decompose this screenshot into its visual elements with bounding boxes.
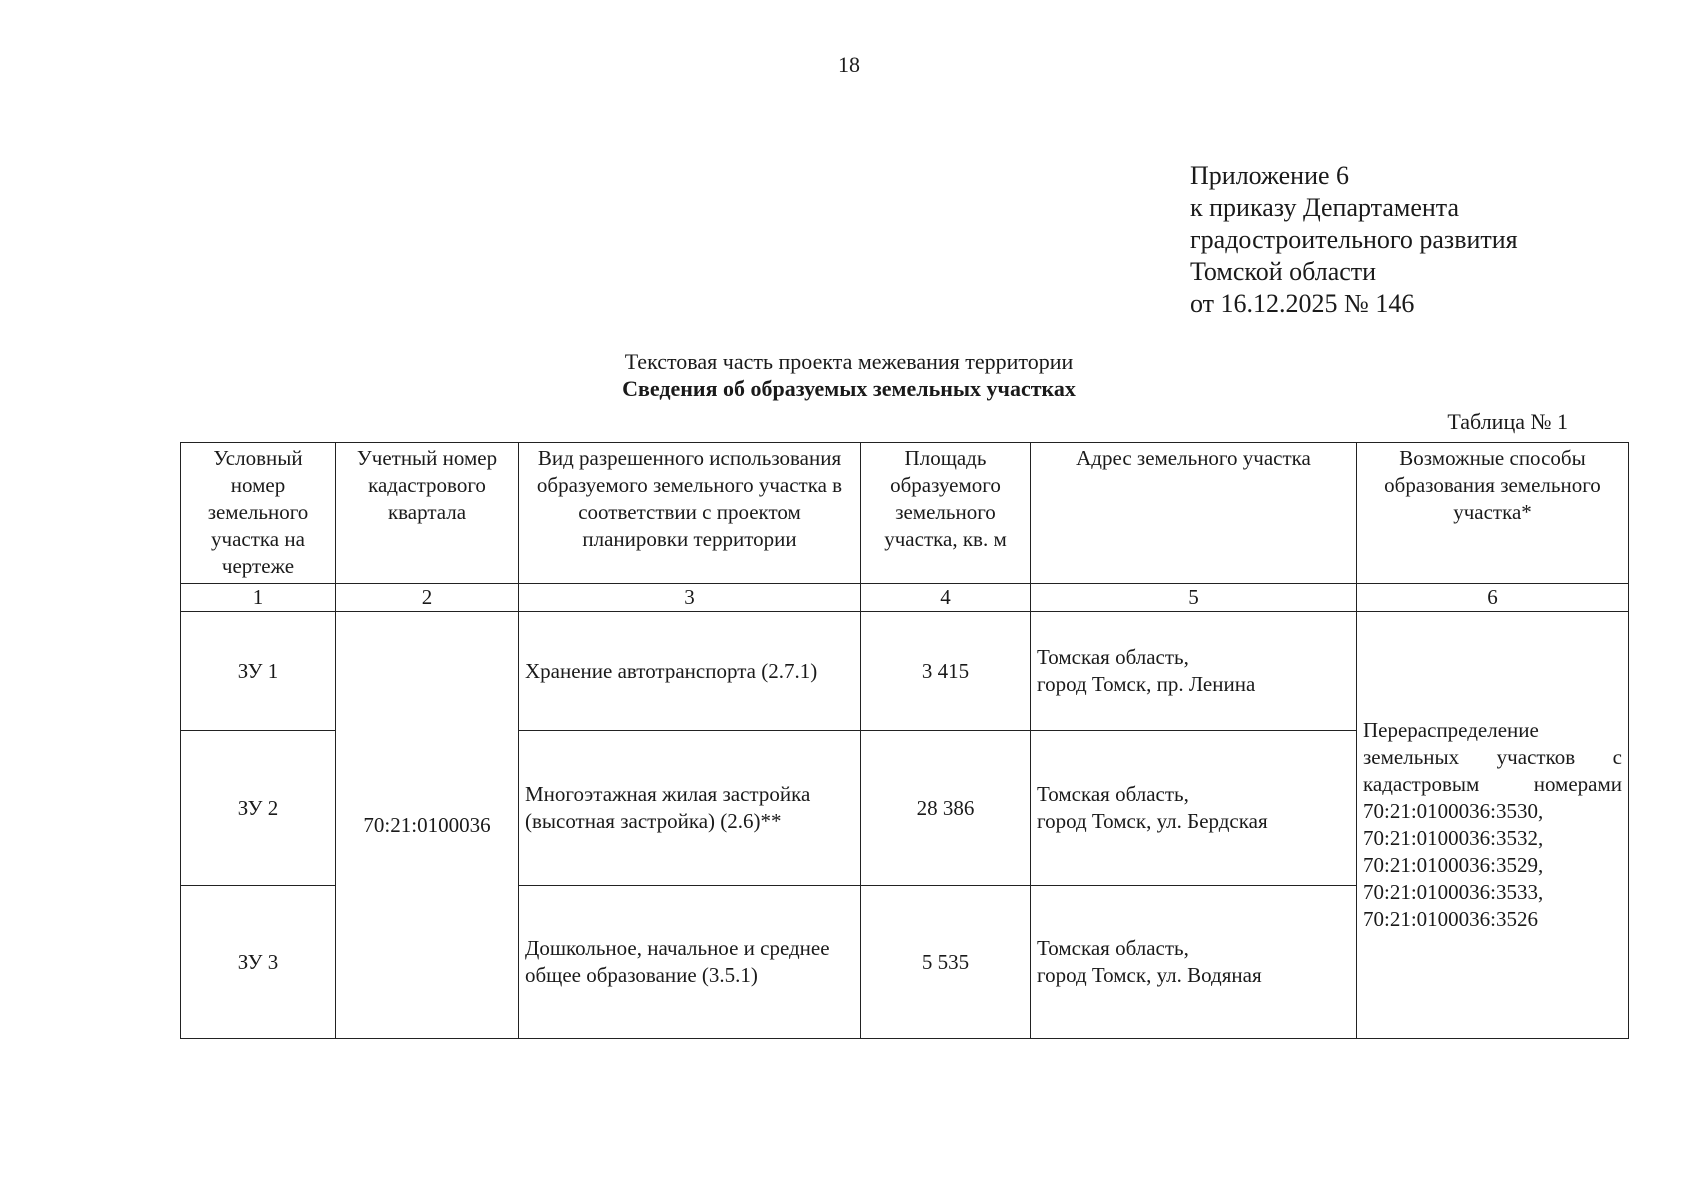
address-street: город Томск, пр. Ленина [1037,672,1256,696]
land-plots-table [180,442,1629,1039]
address-cell [1031,731,1357,886]
address-street: город Томск, ул. Водяная [1037,963,1262,987]
address-region: Томская область, [1037,936,1189,960]
page-number: 18 [838,52,860,77]
plot-id-cell: ЗУ 1 [181,612,336,731]
header-cell-permitted-use: Вид разрешенного использования образуемого земельного участка в соответствии с проектом планировки территории [519,443,861,584]
permitted-use-cell: Хранение автотранспорта (2.7.1) [519,612,861,731]
header-cell-formation-method: Возможные способы образования земельного участка* [1357,443,1629,584]
appendix-line: Томской области [1190,257,1377,286]
permitted-use-cell: Многоэтажная жилая застройка (высотная застройка) (2.6)** [519,731,861,886]
plot-id-cell: ЗУ 3 [181,886,336,1039]
column-number-cell: 5 [1031,584,1357,612]
column-number-cell: 4 [861,584,1031,612]
address-region: Томская область, [1037,645,1189,669]
table-header-row [181,443,1629,584]
document-subtitle: Текстовая часть проекта межевания территории [624,349,1074,374]
cadastral-quarter-cell: 70:21:0100036 [336,612,519,1039]
area-cell: 28 386 [861,731,1031,886]
column-number-cell: 1 [181,584,336,612]
column-number-cell: 2 [336,584,519,612]
address-region: Томская область, [1037,782,1189,806]
address-street: город Томск, ул. Бердская [1037,809,1268,833]
appendix-line: от 16.12.2025 № 146 [1190,289,1415,318]
address-cell [1031,886,1357,1039]
header-cell-cadastral-quarter: Учетный номер кадастрового квартала [336,443,519,584]
permitted-use-cell: Дошкольное, начальное и среднее общее образование (3.5.1) [519,886,861,1039]
appendix-line: к приказу Департамента [1190,193,1460,222]
column-number-row [181,584,1629,612]
appendix-line: Приложение 6 [1190,161,1350,190]
table-label: Таблица № 1 [1447,409,1568,434]
area-cell: 3 415 [861,612,1031,731]
plot-id-cell: ЗУ 2 [181,731,336,886]
appendix-block [1190,160,1518,320]
column-number-cell: 3 [519,584,861,612]
formation-method-cell: Перераспределение земельных участков с кадастровым номерами 70:21:0100036:3530, 70:21:0100036:3532, 70:21:0100036:3529, 70:21:0100036:3533, 70:21:0100036:3526 [1357,612,1629,1039]
document-title: Сведения об образуемых земельных участках [622,376,1076,401]
column-number-cell: 6 [1357,584,1629,612]
address-cell [1031,612,1357,731]
appendix-line: градостроительного развития [1190,225,1518,254]
header-cell-conditional-number: Условный номер земельного участка на чертеже [181,443,336,584]
header-cell-area: Площадь образуемого земельного участка, кв. м [861,443,1031,584]
area-cell: 5 535 [861,886,1031,1039]
header-cell-address: Адрес земельного участка [1031,443,1357,584]
table-row [181,612,1629,731]
